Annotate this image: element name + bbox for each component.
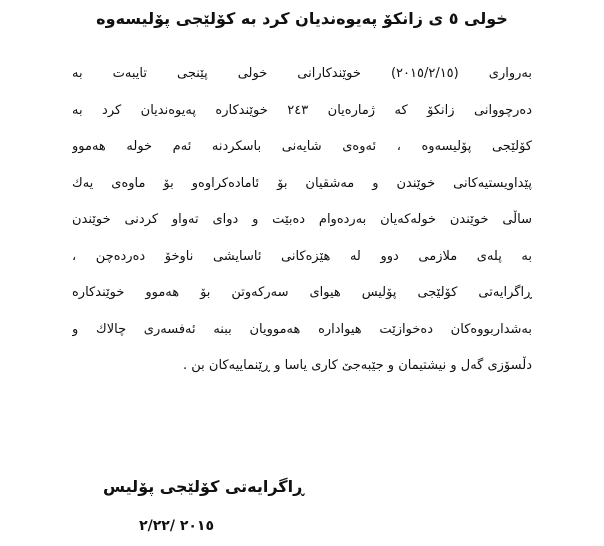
signature-block: ڕاگرایەتی كۆلێجی پۆلیس [103,477,304,496]
body-line: دەرچووانی زانكۆ كە ژمارەیان ٢٤٣ خوێندكارە پەیوەندیان كرد بە [72,102,532,118]
document-body [72,60,532,389]
body-line: دڵسۆزی گەل و نیشتیمان و جێبەجێ كاری یاسا و ڕێنماییەكان بن . [183,358,532,373]
document-title: خولی ٥ ی زانكۆ پەیوەندیان كرد بە كۆلێجی پۆلیسەوە [96,9,508,28]
body-line: ساڵی خوێندن خولەكەیان بەردەوام دەبێت و دوای تەواو كردنی خوێندن [72,212,532,227]
body-line: بە پلەی ملازمی دوو لە هێزەكانی ئاسایشی ناوخۆ دەردەچن ، [72,248,532,264]
body-line: كۆلێجی پۆلیسەوە ، ئەوەی شایەنی باسكردنە ئەم خولە هەموو [72,139,532,154]
body-line: بەرواری (٢٠١٥/٢/١٥) خوێندكارانی خولی پێنجی تایبەت بە [72,66,532,81]
body-line: بەشداربووەكان دەخوازێت هیواداره هەموویان ببنە ئەفسەری چالاك و [72,321,532,337]
document-date: ٢٠١٥ /٢/٢٢ [139,518,214,534]
body-line: ڕاگرایەتی كۆلێجی پۆلیس هیوای سەركەوتن بۆ هەموو خوێندكارە [72,285,532,300]
body-line: پێداویستیەكانی خوێندن و مەشقیان بۆ ئامادەكراوەو بۆ ماوەی یەك [72,175,532,191]
